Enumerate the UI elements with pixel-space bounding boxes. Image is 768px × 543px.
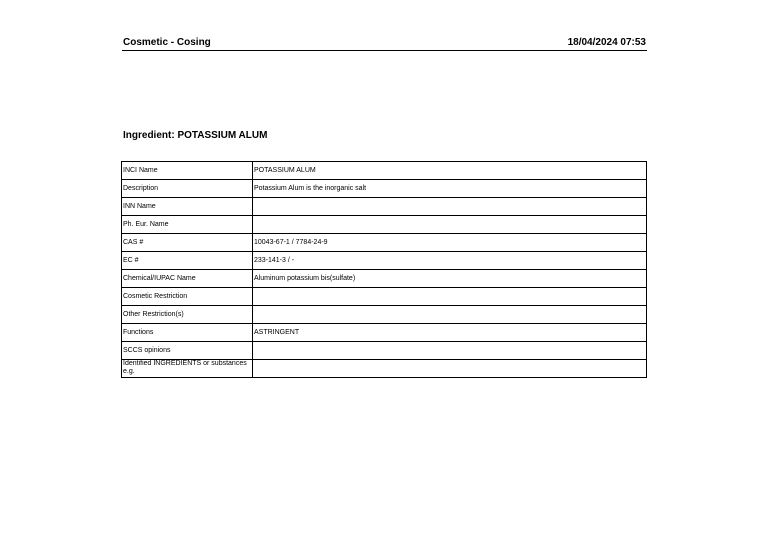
table-row	[122, 252, 647, 270]
row-value-description: Potassium Alum is the inorganic salt	[253, 180, 647, 198]
table-row	[122, 180, 647, 198]
table-row	[122, 342, 647, 360]
row-label-cosmetic-restriction: Cosmetic Restriction	[122, 288, 253, 306]
row-value-sccs-opinions	[253, 342, 647, 360]
table-row	[122, 198, 647, 216]
row-value-inn-name	[253, 198, 647, 216]
row-label-cas: CAS #	[122, 234, 253, 252]
row-value-other-restrictions	[253, 306, 647, 324]
table-row	[122, 324, 647, 342]
app-title: Cosmetic - Cosing	[123, 37, 211, 48]
row-value-ec: 233-141-3 / -	[253, 252, 647, 270]
timestamp: 18/04/2024 07:53	[567, 37, 646, 48]
table-row	[122, 270, 647, 288]
ingredient-title: Ingredient: POTASSIUM ALUM	[123, 130, 268, 141]
row-label-functions: Functions	[122, 324, 253, 342]
ingredient-table	[121, 161, 647, 378]
row-value-cas: 10043-67-1 / 7784-24-9	[253, 234, 647, 252]
row-label-iupac-name: Chemical/IUPAC Name	[122, 270, 253, 288]
row-value-iupac-name: Aluminum potassium bis(sulfate)	[253, 270, 647, 288]
row-value-functions: ASTRINGENT	[253, 324, 647, 342]
row-value-identified-ingredients	[253, 360, 647, 378]
row-label-description: Description	[122, 180, 253, 198]
row-label-ec: EC #	[122, 252, 253, 270]
row-label-ph-eur-name: Ph. Eur. Name	[122, 216, 253, 234]
row-label-sccs-opinions: SCCS opinions	[122, 342, 253, 360]
row-label-identified-ingredients: Identified INGREDIENTS or substances e.g.	[122, 360, 253, 378]
table-row	[122, 234, 647, 252]
page-header	[122, 37, 647, 51]
row-value-inci-name: POTASSIUM ALUM	[253, 162, 647, 180]
table-row	[122, 360, 647, 378]
table-row	[122, 216, 647, 234]
table-row	[122, 306, 647, 324]
row-value-ph-eur-name	[253, 216, 647, 234]
row-label-inci-name: INCI Name	[122, 162, 253, 180]
table-row	[122, 162, 647, 180]
table-row	[122, 288, 647, 306]
row-value-cosmetic-restriction	[253, 288, 647, 306]
row-label-other-restrictions: Other Restriction(s)	[122, 306, 253, 324]
row-label-inn-name: INN Name	[122, 198, 253, 216]
